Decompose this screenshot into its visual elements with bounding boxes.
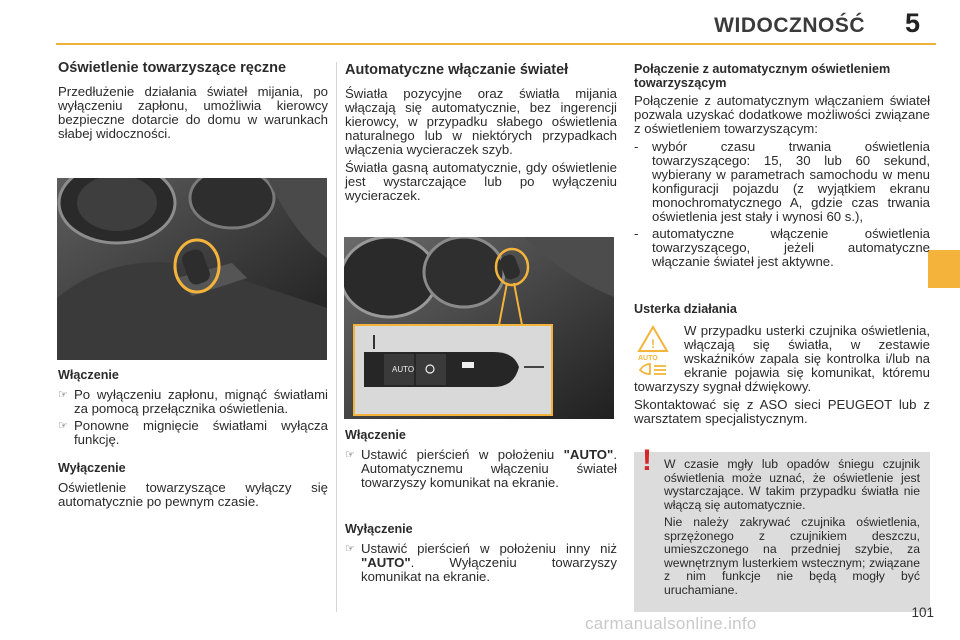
hand-pointer-icon: ☞ xyxy=(58,389,68,401)
chapter-number: 5 xyxy=(905,8,921,38)
page-number: 101 xyxy=(911,605,934,620)
section-fault xyxy=(634,302,930,430)
warning-text: Nie należy zakrywać czujnika oświetlenia, sprzężonego z czujnikiem deszczu, umieszczonego na przedniej szybie, za wewnętrznym lusterkiem wstecznym; związane z nim funkcje nie będą mogły być uruchamiane. xyxy=(664,515,920,597)
fault-text: W przypadku usterki czujnika oświetlenia, włączają się światła, w zestawie wskaźników zapala się kontrolka i/lub na ekranie pojawia się komunikat, któremu towarzyszy sygnał dźwiękowy. xyxy=(634,323,930,394)
off-heading: Wyłączenie xyxy=(345,522,413,536)
hand-pointer-icon: ☞ xyxy=(345,449,355,461)
paragraph: Światła gasną automatycznie, gdy oświetlenie jest wystarczające lub po wyłączeniu wycieraczek. xyxy=(345,160,617,203)
on-heading: Włączenie xyxy=(58,368,119,382)
lighting-stalk-illustration xyxy=(57,178,327,360)
section-heading: Oświetlenie towarzyszące ręczne xyxy=(58,60,287,76)
section-heading: Automatyczne włączanie świateł xyxy=(345,62,569,78)
fault-heading: Usterka działania xyxy=(634,302,737,316)
section-auto-lighting xyxy=(345,62,617,207)
paragraph: Światła pozycyjne oraz światła mijania włączają się automatycznie, bez ingerencji kierowcy, w przypadku słabego oświetlenia naturalnego lub w niektórych przypadkach włączenia wycieraczek szyb. xyxy=(345,86,617,157)
list-item: ☞ Ustawić pierścień w położeniu inny niż "AUTO". Wyłączeniu towarzyszy komunikat na ekranie. xyxy=(345,541,617,584)
list-item: ☞ Ustawić pierścień w położeniu "AUTO". Automatycznemu włączeniu świateł towarzyszy komunikat na ekranie. xyxy=(345,447,617,490)
light-switch-photo xyxy=(344,237,614,419)
page-title: WIDOCZNOŚĆ xyxy=(714,14,865,37)
on-heading: Włączenie xyxy=(345,428,406,442)
switch-auto-label: AUTO xyxy=(392,365,415,374)
column-divider xyxy=(336,62,337,612)
fault-text-contact: Skontaktować się z ASO sieci PEUGEOT lub z warsztatem specjalistycznym. xyxy=(634,397,930,426)
hand-pointer-icon: ☞ xyxy=(58,420,68,432)
list-item: ☞ Po wyłączeniu zapłonu, mignąć światłami za pomocą przełącznika oświetlenia. xyxy=(58,387,328,416)
auto-switch-illustration xyxy=(344,237,614,419)
svg-text:AUTO: AUTO xyxy=(638,355,658,362)
list-item: - automatyczne włączenie oświetlenia towarzyszącego, jeżeli automatyczne włączanie świateł jest aktywne. xyxy=(634,226,930,269)
list-item: - wybór czasu trwania oświetlenia towarzyszącego: 15, 30 lub 60 sekund, wybierany w parametrach samochodu w menu konfiguracji pojazdu (z wyjątkiem ekranu monochromatycznego A, gdzie czas trwania oświetlenia jest stały i wynosi 60 s.), xyxy=(634,139,930,224)
hand-pointer-icon: ☞ xyxy=(345,543,355,555)
auto-lighting-warning-icon xyxy=(634,324,672,376)
section-heading: Połączenie z automatycznym oświetleniem towarzyszącym xyxy=(634,62,891,90)
section-manual-guide-lighting xyxy=(58,60,328,145)
section-auto-guide-lighting xyxy=(634,62,930,272)
chapter-side-tab xyxy=(928,250,960,288)
warning-box xyxy=(634,444,930,612)
off-text: Oświetlenie towarzyszące wyłączy się automatycznie po pewnym czasie. xyxy=(58,480,328,509)
watermark: carmanualsonline.info xyxy=(585,614,757,633)
svg-text:!: ! xyxy=(651,337,655,351)
list-item: ☞ Ponowne mignięcie światłami wyłącza funkcję. xyxy=(58,418,328,447)
section-intro: Przedłużenie działania świateł mijania, po wyłączeniu zapłonu, umożliwia kierowcy bezpieczne dotarcie do domu w warunkach słabej widoczności. xyxy=(58,84,328,141)
steering-column-photo xyxy=(57,178,327,360)
section-manual-on-off xyxy=(58,368,328,513)
off-heading: Wyłączenie xyxy=(58,461,126,475)
header-rule xyxy=(56,43,936,45)
warning-text: W czasie mgły lub opadów śniegu czujnik oświetlenia może uznać, że oświetlenie jest wystarczające. W takim przypadku światła nie włączą się automatycznie. xyxy=(664,457,920,512)
exclamation-icon: ! xyxy=(642,444,652,477)
paragraph: Połączenie z automatycznym włączaniem świateł pozwala uzyskać dodatkowe możliwości związane z oświetleniem towarzyszącym: xyxy=(634,93,930,136)
section-auto-on-off xyxy=(345,428,617,587)
